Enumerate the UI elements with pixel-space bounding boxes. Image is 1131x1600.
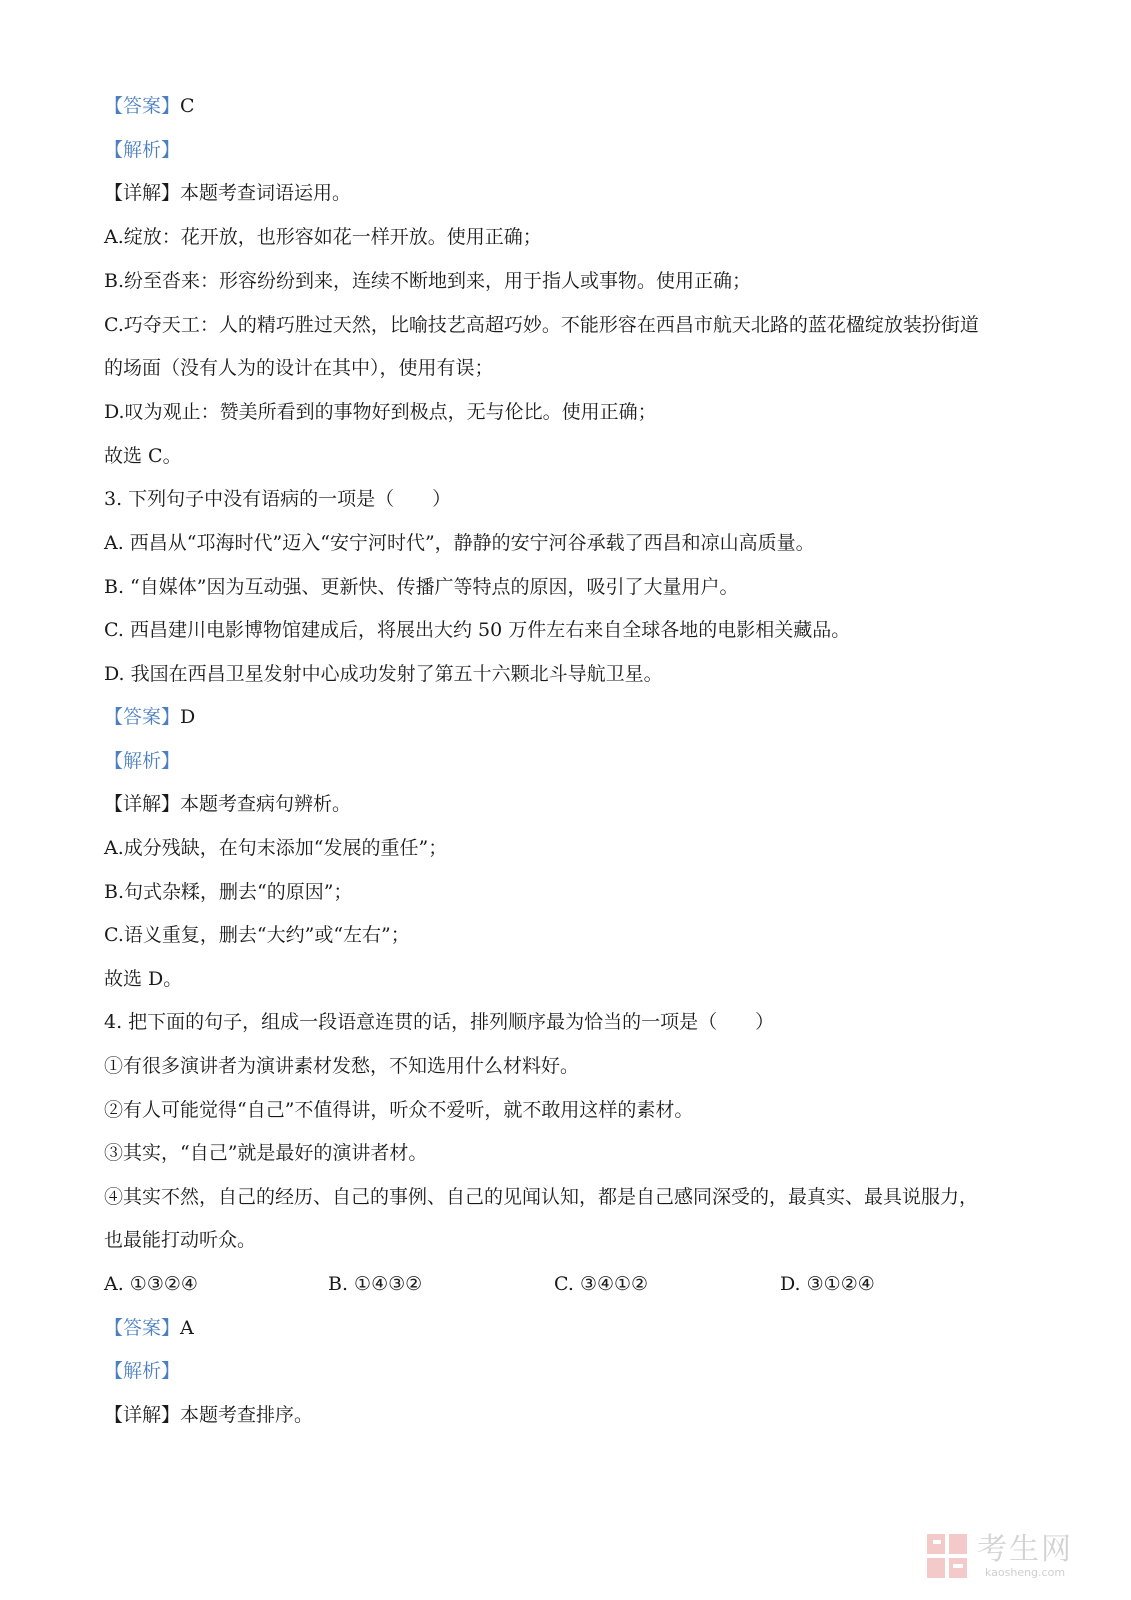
detail-tag: 【详解】 bbox=[104, 1404, 181, 1426]
detail-text: 本题考查排序。 bbox=[180, 1404, 314, 1426]
question-4-sentence-4: ④其实不然，自己的经历、自己的事例、自己的见闻认知，都是自己感同深受的，最真实、最具说服力， bbox=[104, 1186, 979, 1208]
analysis-line-1 bbox=[104, 138, 180, 162]
answer-tag: 【答案】 bbox=[104, 95, 181, 117]
question-4-sentence-2: ②有人可能觉得“自己”不值得讲，听众不爱听，就不敢用这样的素材。 bbox=[104, 1099, 694, 1121]
explanation-line: D.叹为观止：赞美所看到的事物好到极点，无与伦比。使用正确； bbox=[104, 401, 657, 423]
explanation-line: A.绽放：花开放，也形容如花一样开放。使用正确； bbox=[104, 226, 542, 248]
question-3-option-b: B. “自媒体”因为互动强、更新快、传播广等特点的原因，吸引了大量用户。 bbox=[104, 576, 739, 598]
question-3-option-d: D. 我国在西昌卫星发射中心成功发射了第五十六颗北斗导航卫星。 bbox=[104, 663, 663, 685]
explanation-line: B.纷至沓来：形容纷纷到来，连续不断地到来，用于指人或事物。使用正确； bbox=[104, 270, 752, 292]
detail-line-1 bbox=[104, 181, 351, 205]
answer-line-1 bbox=[104, 94, 195, 118]
answer-tag: 【答案】 bbox=[104, 1317, 181, 1339]
watermark-en: kaosheng.com bbox=[984, 1566, 1066, 1579]
question-4-choice-a: A. ①③②④ bbox=[104, 1273, 198, 1295]
explanation-line: B.句式杂糅，删去“的原因”； bbox=[104, 881, 353, 903]
question-3-option-a: A. 西昌从“邛海时代”迈入“安宁河时代”，静静的安宁河谷承载了西昌和凉山高质量。 bbox=[104, 532, 815, 554]
question-4-choice-d: D. ③①②④ bbox=[780, 1273, 875, 1295]
detail-line-2 bbox=[104, 792, 351, 816]
kaosheng-logo-icon bbox=[925, 1532, 971, 1580]
answer-value: D bbox=[180, 706, 196, 728]
detail-tag: 【详解】 bbox=[104, 182, 181, 204]
answer-value: A bbox=[180, 1317, 194, 1339]
explanation-line: A.成分残缺，在句末添加“发展的重任”； bbox=[104, 837, 448, 859]
detail-line-3 bbox=[104, 1403, 313, 1427]
question-4-choice-c: C. ③④①② bbox=[554, 1273, 649, 1295]
conclusion-line: 故选 D。 bbox=[104, 968, 183, 990]
answer-tag: 【答案】 bbox=[104, 706, 181, 728]
analysis-line-3 bbox=[104, 1359, 180, 1383]
detail-text: 本题考查词语运用。 bbox=[180, 182, 352, 204]
answer-line-2 bbox=[104, 705, 195, 729]
analysis-tag: 【解析】 bbox=[104, 139, 181, 161]
analysis-tag: 【解析】 bbox=[104, 1360, 181, 1382]
question-4-sentence-1: ①有很多演讲者为演讲素材发愁，不知选用什么材料好。 bbox=[104, 1055, 580, 1077]
explanation-line: 的场面（没有人为的设计在其中），使用有误； bbox=[104, 357, 494, 379]
analysis-tag: 【解析】 bbox=[104, 750, 181, 772]
question-4-sentence-3: ③其实，“自己”就是最好的演讲者材。 bbox=[104, 1142, 428, 1164]
answer-value: C bbox=[180, 95, 195, 117]
detail-text: 本题考查病句辨析。 bbox=[180, 793, 352, 815]
question-4-stem: 4. 把下面的句子，组成一段语意连贯的话，排列顺序最为恰当的一项是（ ） bbox=[104, 1011, 775, 1033]
detail-tag: 【详解】 bbox=[104, 793, 181, 815]
question-4-sentence-4-cont: 也最能打动听众。 bbox=[104, 1229, 257, 1251]
watermark-cn: 考生网 bbox=[977, 1532, 1073, 1567]
conclusion-line: 故选 C。 bbox=[104, 445, 182, 467]
explanation-line: C.语义重复，删去“大约”或“左右”； bbox=[104, 924, 410, 946]
question-3-option-c: C. 西昌建川电影博物馆建成后，将展出大约 50 万件左右来自全球各地的电影相关藏品。 bbox=[104, 619, 851, 641]
explanation-line: C.巧夺天工：人的精巧胜过天然，比喻技艺高超巧妙。不能形容在西昌市航天北路的蓝花楹绽放装扮街道 bbox=[104, 314, 979, 336]
question-3-stem: 3. 下列句子中没有语病的一项是（ ） bbox=[104, 488, 452, 510]
question-4-choice-b: B. ①④③② bbox=[328, 1273, 423, 1295]
watermark bbox=[925, 1532, 1073, 1580]
answer-line-3 bbox=[104, 1316, 194, 1340]
watermark-text bbox=[977, 1533, 1073, 1579]
analysis-line-2 bbox=[104, 749, 180, 773]
